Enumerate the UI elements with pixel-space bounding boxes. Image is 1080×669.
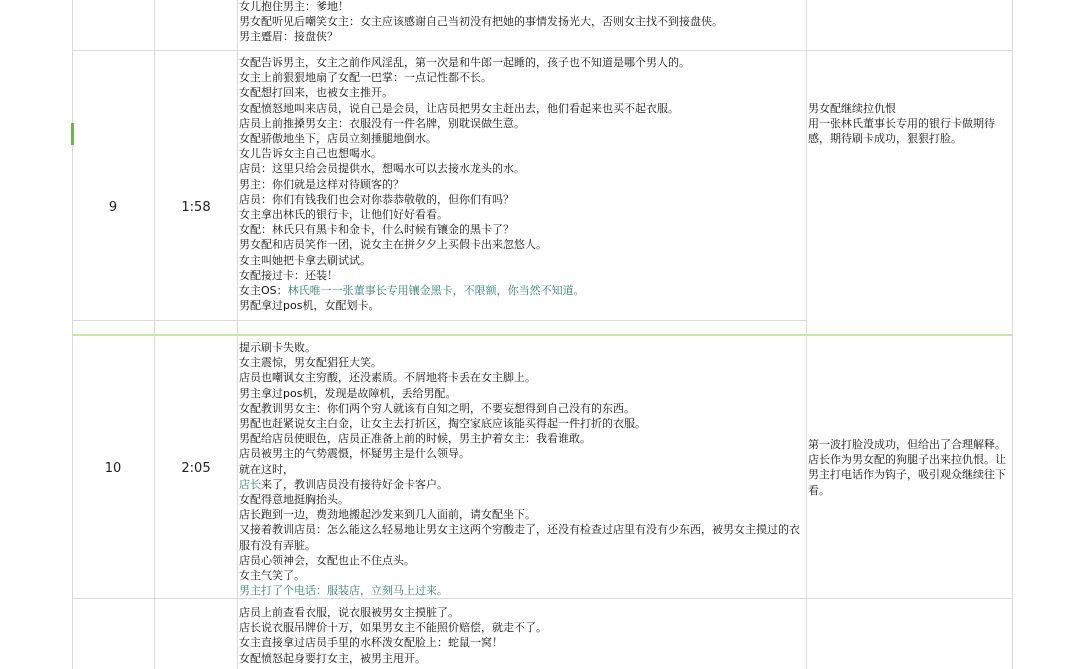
- script-line: [239, 146, 805, 161]
- highlighted-text: 店长: [239, 477, 261, 491]
- row-border: [72, 320, 807, 321]
- script-line: [239, 283, 805, 298]
- row-border: [72, 50, 1012, 51]
- highlighted-text: 男主打了个电话：服装店，立刻马上过来。: [239, 584, 448, 598]
- note-line: [808, 116, 1008, 146]
- notes-cell: [808, 437, 1008, 498]
- line-text: 女配：林氏只有黑卡和金卡，什么时候有镶金的黑卡了？: [239, 223, 514, 237]
- script-line: [239, 85, 805, 100]
- script-line: [239, 605, 805, 620]
- script-line: [239, 268, 805, 283]
- line-text: 店员心领神会，女配也止不住点头。: [239, 553, 415, 567]
- script-line: [239, 477, 805, 492]
- highlighted-text: 钩子: [885, 468, 907, 482]
- line-text: 男主蹙眉：接盘侠？: [239, 30, 338, 44]
- script-line: [239, 237, 805, 252]
- line-text: 女配骄傲地坐下，店员立刻捶腿地倒水。: [239, 132, 437, 146]
- line-suffix: ，吸引观众继续往下看。: [808, 468, 1006, 497]
- line-text: 女配教训男女主：你们两个穷人就该有自知之明，不要妄想得到自己没有的东西。: [239, 401, 635, 415]
- line-text: 女主上前狠狠地扇了女配一巴掌：一点记性都不长。: [239, 71, 492, 85]
- scene-time: 1:58: [181, 200, 211, 215]
- script-line: [239, 507, 805, 522]
- script-line: [239, 340, 805, 355]
- script-line: [239, 386, 805, 401]
- highlighted-text: 林氏唯一一张董事长专用镶金黑卡，不限额，你当然不知道。: [287, 284, 585, 298]
- line-text: 女配想打回来，也被女主推开。: [239, 86, 393, 100]
- row-selection-marker: [71, 123, 74, 145]
- line-text: 男配也赶紧说女主白金，让女主去打折区，掏空家底应该能买得起一件打折的衣服。: [239, 417, 646, 431]
- notes-cell: [808, 101, 1008, 147]
- script-line: [239, 416, 805, 431]
- script-line: [239, 446, 805, 461]
- note-line: [808, 437, 1008, 498]
- line-text: 女配接过卡：还装！: [239, 268, 338, 282]
- line-text: 男主拿过pos机，发现是故障机，丢给男配。: [239, 386, 457, 400]
- script-line: [239, 568, 805, 583]
- script-cell: [239, 55, 805, 313]
- line-text: 女儿抱住男主：爹地！: [239, 0, 349, 13]
- line-text: 女配告诉男主，女主之前作风淫乱，第一次是和牛郎一起睡的，孩子也不知道是哪个男人的。: [239, 56, 690, 69]
- line-text: 店员：你们有钱我们也会对你恭恭敬敬的，但你们有吗？: [239, 192, 514, 206]
- script-line: [239, 355, 805, 370]
- script-line: [239, 0, 805, 14]
- script-line: [239, 553, 805, 568]
- script-line: [239, 583, 805, 598]
- script-line: [239, 492, 805, 507]
- line-text: 男主：你们就是这样对待顾客的？: [239, 177, 404, 191]
- script-line: [239, 70, 805, 85]
- script-line: [239, 651, 805, 666]
- script-line: [239, 298, 805, 313]
- line-text: 女配愤怒地叫来店员，说自己是会员，让店员把男女主赶出去，他们看起来也买不起衣服。: [239, 101, 679, 115]
- note-line: [808, 101, 1008, 116]
- line-text: 男女配和店员笑作一团，说女主在拼夕夕上买假卡出来忽悠人。: [239, 238, 547, 252]
- script-line: [239, 431, 805, 446]
- line-text: 女主直接拿过店员手里的水杯泼女配脸上：蛇鼠一窝！: [239, 636, 503, 650]
- line-text: 店员上前推搡男女主：衣服没有一件名牌，别耽误做生意。: [239, 116, 525, 130]
- line-text: 用一张林氏董事长专用的银行卡做期待感，期待刷卡成功，狠狠打脸。: [808, 117, 995, 146]
- scene-number: 10: [104, 461, 122, 476]
- line-text: 男配给店员使眼色，店员正准备上前的时候，男主护着女主：我看谁敢。: [239, 432, 591, 446]
- line-text: 店员被男主的气势震慑，怀疑男主是什么领导。: [239, 447, 470, 461]
- script-line: [239, 116, 805, 131]
- script-line: [239, 161, 805, 176]
- scene-number: 9: [108, 200, 118, 215]
- line-text: 女主震惊，男女配猖狂大笑。: [239, 356, 382, 370]
- script-line: [239, 29, 805, 44]
- line-text: 店员也嘲讽女主穷酸，还没素质。不屑地将卡丢在女主脚上。: [239, 371, 536, 385]
- script-line: [239, 522, 805, 552]
- line-text: 男女配继续拉仇恨: [808, 102, 896, 115]
- script-line: [239, 222, 805, 237]
- line-prefix: 女主OS：: [239, 284, 288, 298]
- line-text: 又接着教训店员：怎么能这么轻易地让男女主这两个穷酸走了，还没有检查过店里有没有少东西，被男女主摸过的衣服有没有弄脏。: [239, 523, 800, 552]
- script-line: [239, 253, 805, 268]
- line-text: 男配拿过pos机，女配划卡。: [239, 299, 380, 313]
- line-text: 女配愤怒起身要打女主，被男主甩开。: [239, 651, 426, 665]
- script-cell: [239, 605, 805, 666]
- script-line: [239, 101, 805, 116]
- script-line: [239, 401, 805, 416]
- script-line: [239, 14, 805, 29]
- line-text: 就在这时，: [239, 462, 294, 476]
- line-text: 男女配听见后嘲笑女主：女主应该感谢自己当初没有把她的事情发扬光大，否则女主找不到接盘侠。: [239, 15, 723, 29]
- scene-time: 2:05: [181, 461, 211, 476]
- script-line: [239, 55, 805, 70]
- script-line: [239, 620, 805, 635]
- script-line: [239, 177, 805, 192]
- script-line: [239, 462, 805, 477]
- line-text: 女主气笑了。: [239, 569, 305, 583]
- script-cell: [239, 0, 805, 45]
- script-line: [239, 131, 805, 146]
- line-text: 女配得意地挺胸抬头。: [239, 493, 349, 507]
- script-line: [239, 207, 805, 222]
- line-text: 女儿告诉女主自己也想喝水。: [239, 147, 382, 161]
- column-divider-notes: [1012, 0, 1013, 669]
- line-suffix: 来了，教训店员没有接待好金卡客户。: [261, 477, 448, 491]
- line-text: 女主叫她把卡拿去刷试试。: [239, 253, 371, 267]
- line-text: 店长说衣服吊牌价十万，如果男女主不能照价赔偿，就走不了。: [239, 621, 547, 635]
- script-line: [239, 635, 805, 650]
- line-text: 第一波打脸没成功，但给出了合理解释。店长作为男女配的狗腿子出来拉仇恨。让男主打电话作为: [808, 438, 1006, 482]
- line-text: 女主拿出林氏的银行卡，让他们好好看看。: [239, 208, 448, 222]
- script-cell: [239, 340, 805, 598]
- row-border-selected: [72, 334, 1012, 336]
- script-line: [239, 370, 805, 385]
- line-text: 店员上前查看衣服，说衣服被男女主摸脏了。: [239, 606, 459, 619]
- script-line: [239, 192, 805, 207]
- line-text: 店长跑到一边，费劲地搬起沙发来到几人面前，请女配坐下。: [239, 508, 536, 522]
- line-text: 店员：这里只给会员提供水，想喝水可以去接水龙头的水。: [239, 162, 525, 176]
- line-text: 提示刷卡失败。: [239, 341, 316, 354]
